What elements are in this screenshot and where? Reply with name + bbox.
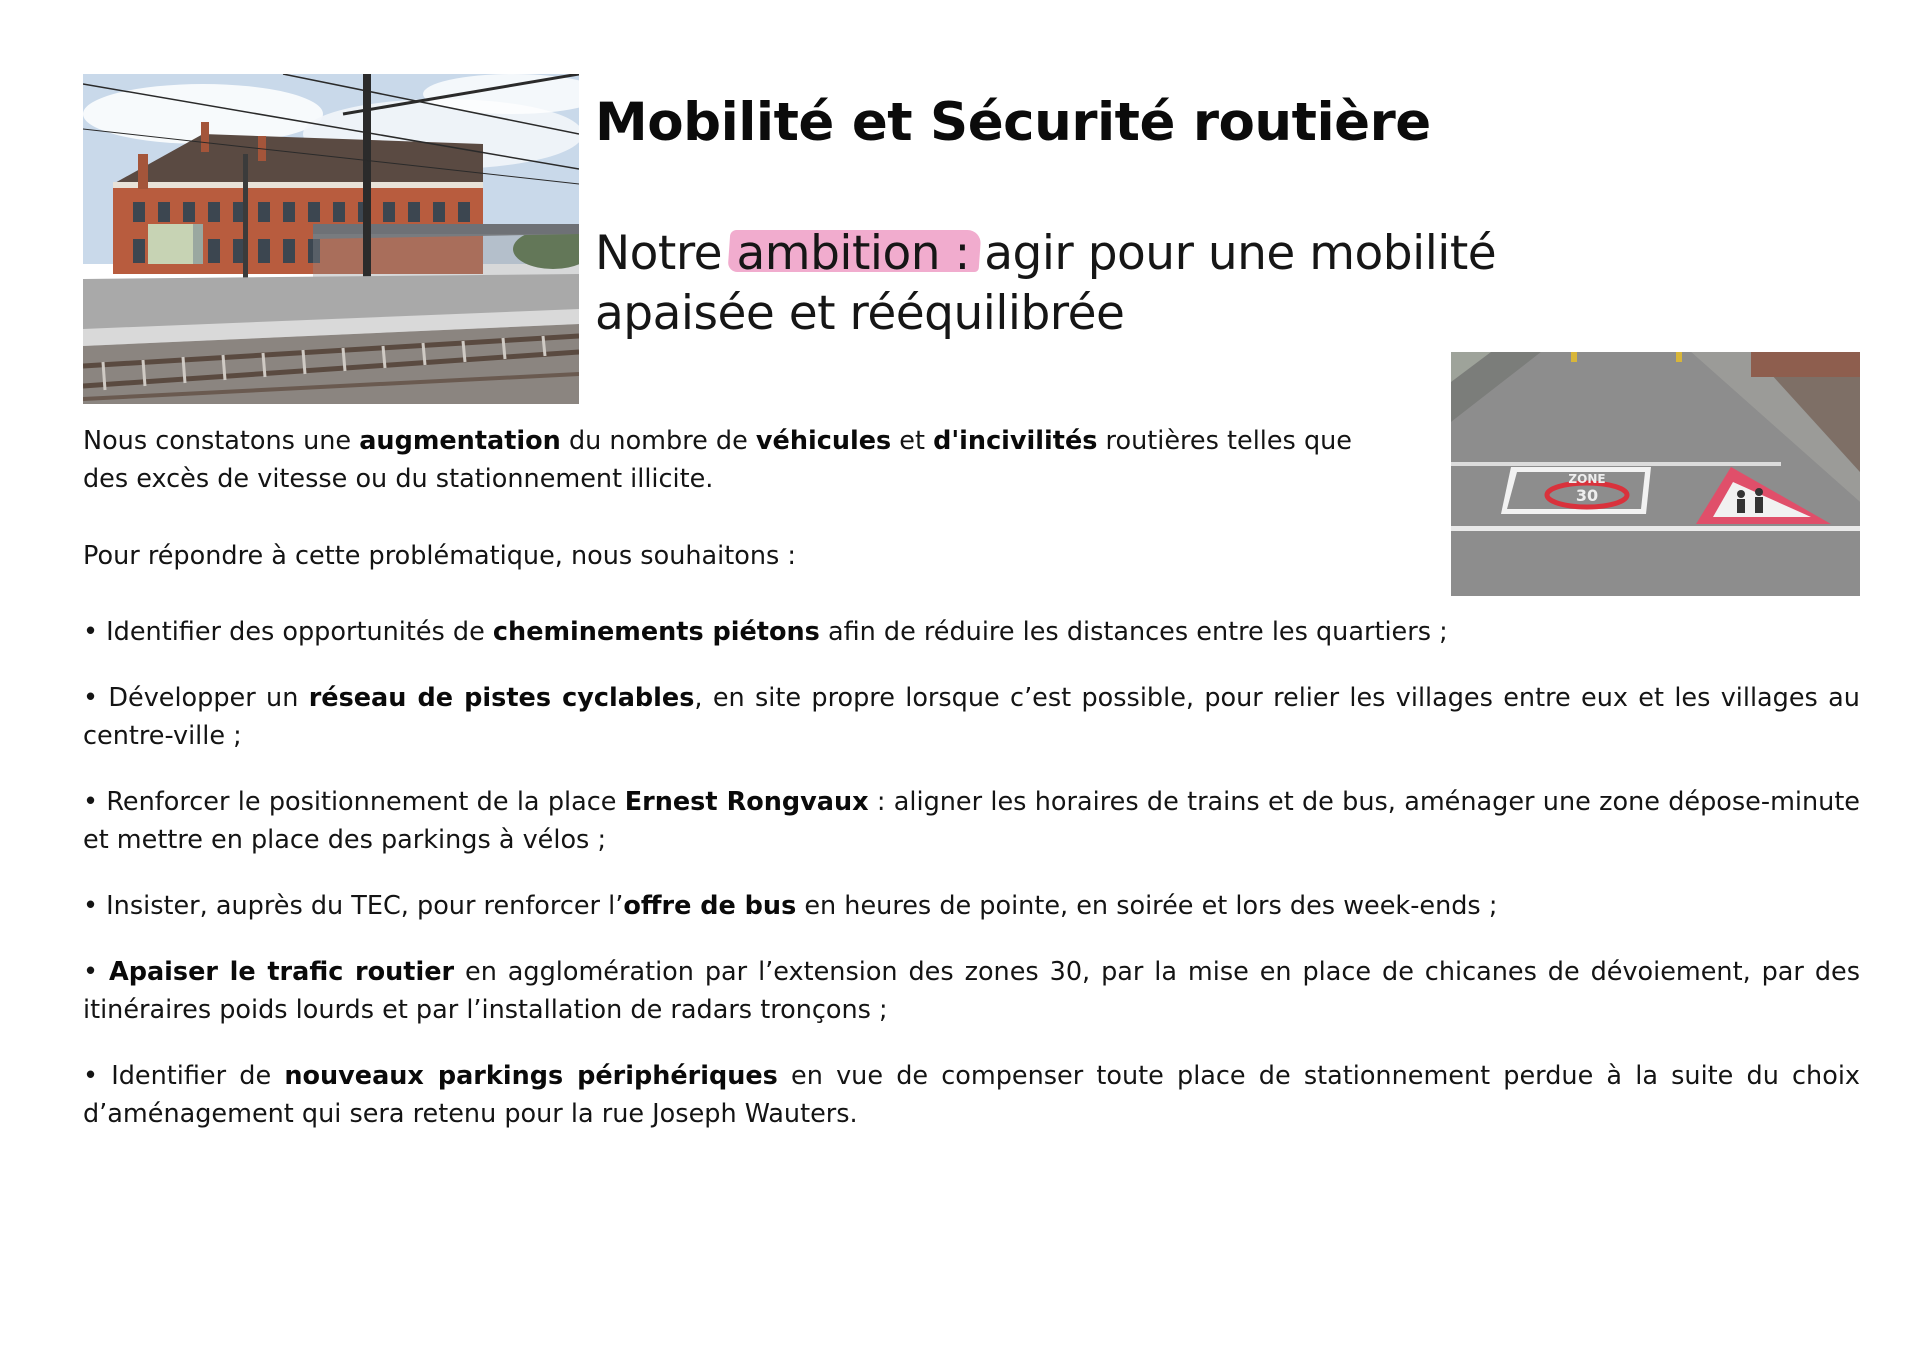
- subtitle-line-2: apaisée et rééquilibrée: [595, 286, 1125, 341]
- intro-text-3: et: [891, 426, 934, 456]
- list-item-text: • Renforcer le positionnement de la place: [83, 787, 625, 817]
- list-item-bold: Ernest Rongvaux: [624, 787, 869, 817]
- list-item: [83, 1057, 1860, 1133]
- measures-list: [83, 613, 1860, 1161]
- list-item: [83, 613, 1860, 651]
- intro-text-1: Nous constatons une: [83, 426, 360, 456]
- page-title: Mobilité et Sécurité routière: [595, 92, 1431, 153]
- zone30-marking-text: ZONE: [1568, 472, 1606, 486]
- list-item-text: • Développer un: [83, 683, 309, 713]
- list-item: [83, 679, 1860, 755]
- list-item-text: • Insister, auprès du TEC, pour renforcer l’: [83, 891, 624, 921]
- list-item: [83, 953, 1860, 1029]
- list-item-text: : aligner les horaires de trains et de bus, aménager une zone dépose-minute et mettre en place des parkings à vélos ;: [83, 787, 1861, 855]
- list-item-bold: cheminements piétons: [492, 617, 820, 647]
- list-item-text: • Identifier de: [83, 1061, 285, 1091]
- list-item-text: afin de réduire les distances entre les quartiers ;: [819, 617, 1448, 647]
- zone30-speed-text: 30: [1575, 486, 1599, 505]
- zone-30-road-marking-photo: [1451, 352, 1860, 596]
- intro-text-2: du nombre de: [560, 426, 756, 456]
- intro-bold-1: augmentation: [359, 426, 561, 456]
- subtitle-lead: Notre: [595, 226, 737, 281]
- list-item-text: •: [83, 957, 109, 987]
- list-item-bold: nouveaux parkings périphériques: [284, 1061, 778, 1091]
- intro-bold-2: véhicules: [755, 426, 892, 456]
- list-item-bold: réseau de pistes cyclables: [308, 683, 695, 713]
- intro-paragraph: [83, 422, 1363, 498]
- subtitle-tail: agir pour une mobilité: [969, 226, 1497, 281]
- lead-in-paragraph: Pour répondre à cette problématique, nous souhaitons :: [83, 541, 796, 571]
- intro-bold-3: d'incivilités: [933, 426, 1098, 456]
- train-station-photo: [83, 74, 579, 404]
- list-item-bold: offre de bus: [623, 891, 797, 921]
- list-item-text: en heures de pointe, en soirée et lors des week-ends ;: [796, 891, 1498, 921]
- list-item: [83, 783, 1860, 859]
- list-item-text: en vue de compenser toute place de stationnement perdue à la suite du choix d’aménagement qui sera retenu pour la rue Joseph Wauters.: [83, 1061, 1860, 1129]
- list-item: [83, 887, 1860, 925]
- intro-text-5: des excès de vitesse ou du stationnement illicite.: [83, 464, 714, 494]
- list-item-text: • Identifier des opportunités de: [83, 617, 493, 647]
- intro-text-4: routières telles que: [1097, 426, 1352, 456]
- list-item-bold: Apaiser le trafic routier: [108, 957, 455, 987]
- subtitle-highlight: ambition :: [737, 224, 970, 284]
- page-subtitle: [595, 224, 1595, 344]
- list-item-text: en agglomération par l’extension des zones 30, par la mise en place de chicanes de dévoiement, par des itinéraires poids lourds et par l’installation de radars tronçons ;: [83, 957, 1860, 1025]
- list-item-text: , en site propre lorsque c’est possible, pour relier les villages entre eux et les villages au centre-ville ;: [83, 683, 1860, 751]
